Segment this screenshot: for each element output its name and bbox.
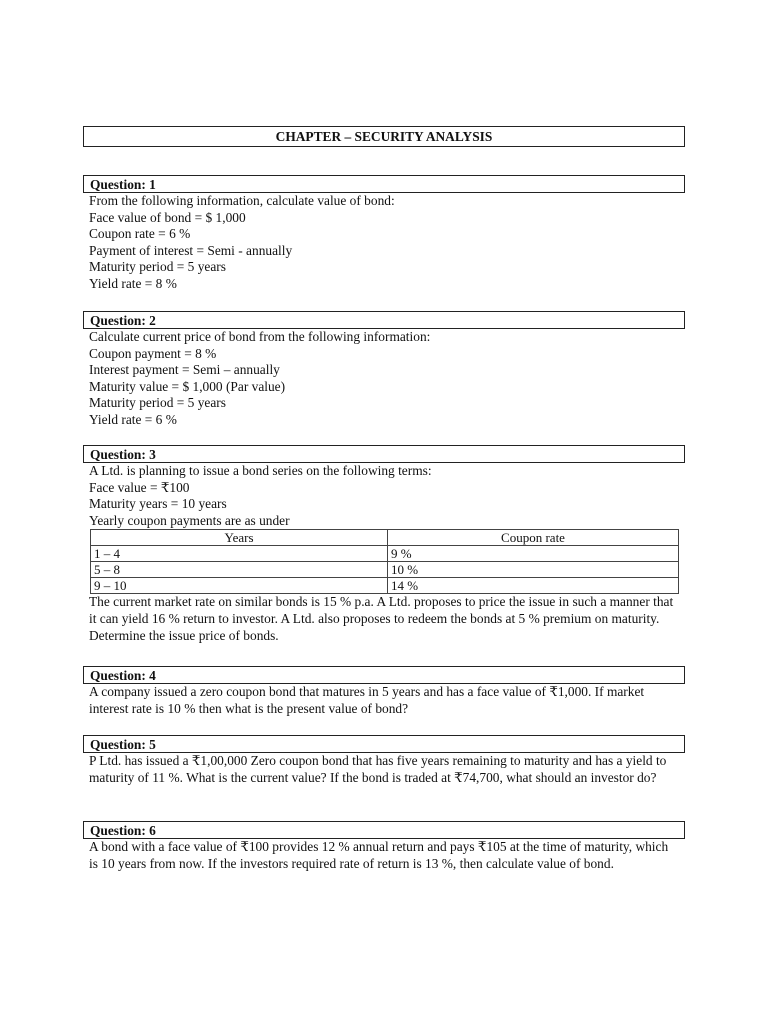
question-line: From the following information, calculate value of bond: [89, 193, 395, 208]
table-header-years: Years [91, 530, 388, 546]
question-heading: Question: 3 [83, 445, 685, 463]
table-cell: 5 – 8 [91, 562, 388, 578]
question-body [83, 193, 685, 293]
coupon-rate-table [90, 529, 679, 594]
question-line: Face value of bond = $ 1,000 [89, 209, 246, 225]
table-cell: 1 – 4 [91, 546, 388, 562]
question-6 [83, 821, 685, 872]
table-cell: 10 % [388, 562, 679, 578]
question-line: Interest payment = Semi – annually [89, 362, 280, 378]
question-heading: Question: 6 [83, 821, 685, 839]
table-row [91, 546, 679, 562]
question-body [83, 329, 685, 429]
question-line: A Ltd. is planning to issue a bond series on the following terms: [89, 463, 432, 478]
table-cell: 14 % [388, 578, 679, 594]
question-line: Yield rate = 6 % [89, 411, 177, 427]
question-3 [83, 445, 685, 644]
table-cell: 9 % [388, 546, 679, 562]
question-line: Maturity period = 5 years [89, 395, 226, 411]
chapter-title: CHAPTER – SECURITY ANALYSIS [83, 126, 685, 147]
table-row [91, 578, 679, 594]
question-body [83, 753, 685, 786]
question-body [83, 839, 685, 872]
question-body [83, 684, 685, 717]
question-line: Maturity period = 5 years [89, 259, 226, 275]
question-line: Maturity years = 10 years [89, 496, 227, 512]
question-1 [83, 175, 685, 293]
question-line: Face value = ₹100 [89, 479, 190, 495]
question-paragraph: The current market rate on similar bonds is 15 % p.a. A Ltd. proposes to price the issue in such a manner that it can yield 16 % return to investor. A Ltd. also proposes to redeem the bonds at 5 % premium on maturity. Determine the issue price of bonds. [89, 594, 674, 643]
question-line: Yearly coupon payments are as under [89, 512, 290, 528]
table-cell: 9 – 10 [91, 578, 388, 594]
question-paragraph: A company issued a zero coupon bond that matures in 5 years and has a face value of ₹1,000. If market interest rate is 10 % then what is the present value of bond? [89, 684, 645, 716]
table-header-row [91, 530, 679, 546]
table-header-coupon-rate: Coupon rate [388, 530, 679, 546]
question-line: Yield rate = 8 % [89, 275, 177, 291]
question-heading: Question: 4 [83, 666, 685, 684]
question-5 [83, 735, 685, 786]
question-line: Payment of interest = Semi - annually [89, 242, 293, 258]
question-line: Maturity value = $ 1,000 (Par value) [89, 378, 286, 394]
question-heading: Question: 2 [83, 311, 685, 329]
question-2 [83, 311, 685, 429]
question-4 [83, 666, 685, 717]
question-line: Calculate current price of bond from the following information: [89, 329, 431, 344]
question-paragraph: A bond with a face value of ₹100 provides 12 % annual return and pays ₹105 at the time of maturity, which is 10 years from now. If the investors required rate of return is 13 %, then calculate value of bond. [89, 839, 669, 871]
question-body-continued [83, 594, 685, 644]
question-heading: Question: 1 [83, 175, 685, 193]
question-line: Coupon payment = 8 % [89, 345, 217, 361]
question-body [83, 463, 685, 529]
question-heading: Question: 5 [83, 735, 685, 753]
question-paragraph: P Ltd. has issued a ₹1,00,000 Zero coupon bond that has five years remaining to maturity and has a yield to maturity of 11 %. What is the current value? If the bond is traded at ₹74,700, what should an investor do? [89, 753, 667, 785]
table-row [91, 562, 679, 578]
question-line: Coupon rate = 6 % [89, 226, 191, 242]
